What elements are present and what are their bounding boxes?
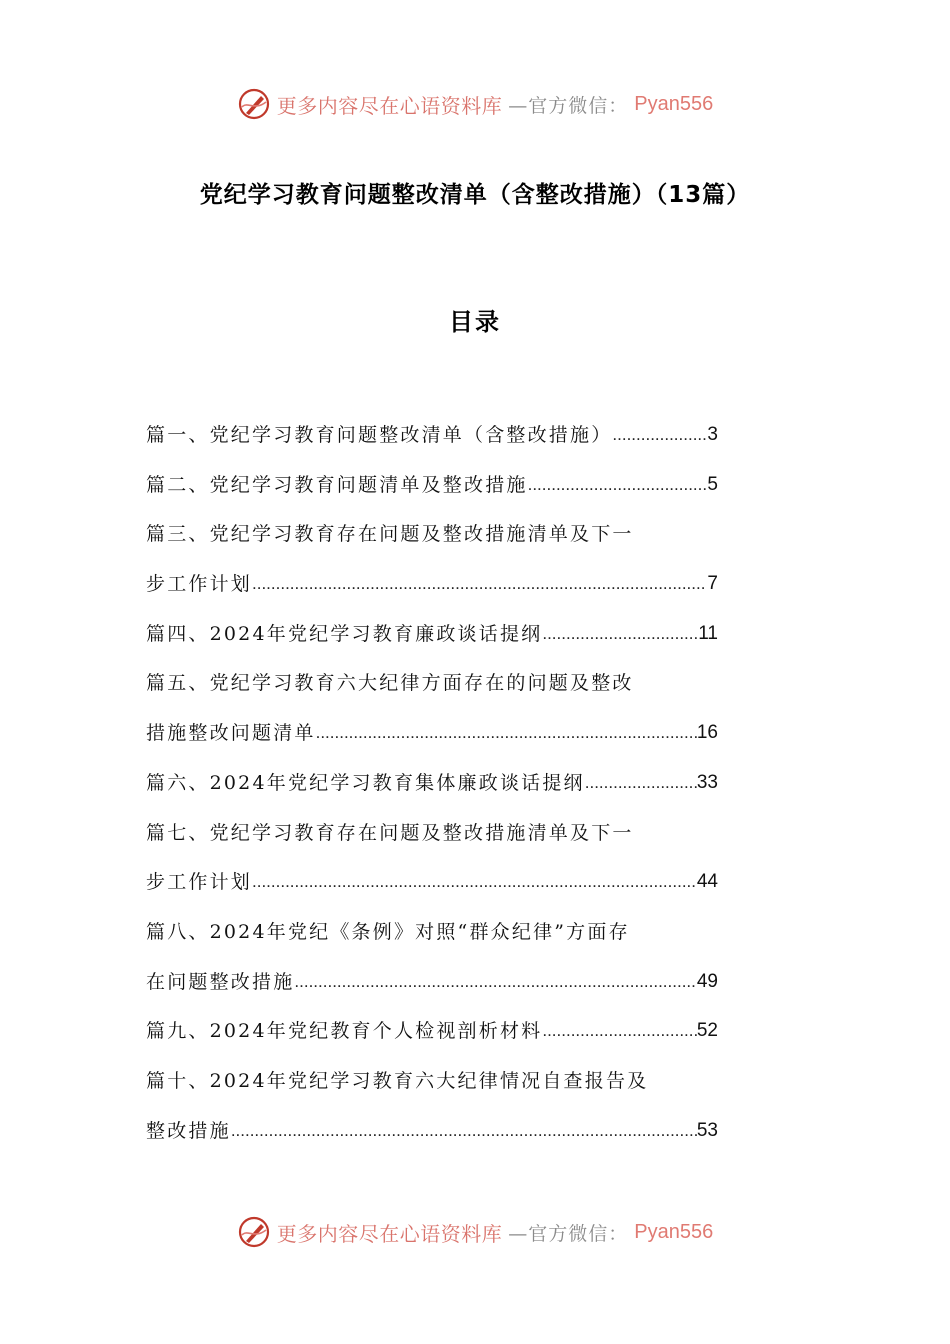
toc-page-number: 53 [696, 1119, 718, 1141]
toc-page-number: 5 [707, 473, 718, 495]
banner-official-label: —官方微信： [508, 1222, 629, 1245]
pen-logo-icon [237, 1215, 271, 1249]
toc-leader-dots [542, 617, 698, 651]
toc-entry-line[interactable] [146, 716, 718, 766]
toc-page-number: 7 [707, 573, 718, 595]
toc-page-number: 44 [696, 871, 718, 893]
toc-page-number: 49 [696, 970, 718, 992]
toc-heading: 目录 [449, 308, 501, 336]
toc-page-number: 33 [696, 771, 718, 793]
toc-entry-title: 篇一、党纪学习教育问题整改清单（含整改措施） [146, 424, 613, 446]
toc-entry-title: 步工作计划 [146, 573, 253, 596]
toc-entry-line[interactable] [146, 1014, 718, 1064]
pen-logo-icon [237, 87, 271, 121]
toc-leader-dots [528, 468, 708, 502]
toc-leader-dots [316, 716, 697, 750]
toc-page-number: 11 [698, 622, 718, 644]
toc-entry-line [146, 1064, 718, 1114]
toc-entry-line [146, 915, 718, 965]
toc-entry-line[interactable] [146, 617, 718, 667]
toc-entry-line [146, 517, 718, 567]
table-of-contents [146, 418, 718, 1163]
banner-official-label: —官方微信： [508, 94, 629, 117]
toc-entry-title: 篇四、2024年党纪学习教育廉政谈话提纲 [146, 622, 543, 645]
toc-entry-line[interactable] [146, 418, 718, 468]
toc-page-number: 3 [707, 424, 718, 445]
toc-entry-title: 篇五、党纪学习教育六大纪律方面存在的问题及整改 [146, 672, 634, 695]
toc-leader-dots [585, 766, 697, 800]
toc-entry-title: 篇十、2024年党纪学习教育六大纪律情况自查报告及 [146, 1069, 649, 1092]
toc-entry-title: 措施整改问题清单 [146, 722, 316, 745]
toc-entry-line[interactable] [146, 965, 718, 1015]
toc-leader-dots [252, 865, 697, 899]
banner-wechat-id: Pyan556 [634, 1220, 714, 1243]
toc-entry-title: 步工作计划 [146, 871, 253, 894]
toc-entry-title: 整改措施 [146, 1119, 231, 1142]
toc-page-number: 16 [696, 722, 718, 744]
banner-text: 更多内容尽在心语资料库 [276, 1221, 503, 1246]
document-title: 党纪学习教育问题整改清单（含整改措施）（13篇） [199, 182, 751, 208]
toc-entry-title: 篇三、党纪学习教育存在问题及整改措施清单及下一 [146, 523, 634, 546]
toc-entry-title: 篇八、2024年党纪《条例》对照“群众纪律”方面存 [146, 920, 630, 943]
header-banner [0, 84, 950, 124]
toc-entry-title: 篇九、2024年党纪教育个人检视剖析材料 [146, 1020, 543, 1043]
toc-page-number: 52 [696, 1020, 718, 1042]
toc-entry-title: 在问题整改措施 [146, 970, 295, 993]
toc-leader-dots [612, 418, 707, 452]
toc-entry-line[interactable] [146, 1114, 718, 1164]
toc-entry-line[interactable] [146, 865, 718, 915]
banner-text: 更多内容尽在心语资料库 [276, 93, 503, 118]
toc-entry-line[interactable] [146, 766, 718, 816]
toc-entry-line [146, 666, 718, 716]
footer-banner [0, 1212, 950, 1252]
toc-entry-line [146, 816, 718, 866]
toc-entry-title: 篇六、2024年党纪学习教育集体廉政谈话提纲 [146, 771, 585, 794]
toc-entry-title: 篇七、党纪学习教育存在问题及整改措施清单及下一 [146, 821, 634, 844]
banner-wechat-id: Pyan556 [634, 92, 714, 115]
toc-leader-dots [542, 1014, 697, 1048]
toc-leader-dots [294, 965, 696, 999]
toc-entry-title: 篇二、党纪学习教育问题清单及整改措施 [146, 473, 528, 496]
toc-leader-dots [252, 567, 707, 601]
toc-entry-line[interactable] [146, 567, 718, 617]
toc-leader-dots [231, 1114, 697, 1148]
toc-entry-line[interactable] [146, 468, 718, 518]
